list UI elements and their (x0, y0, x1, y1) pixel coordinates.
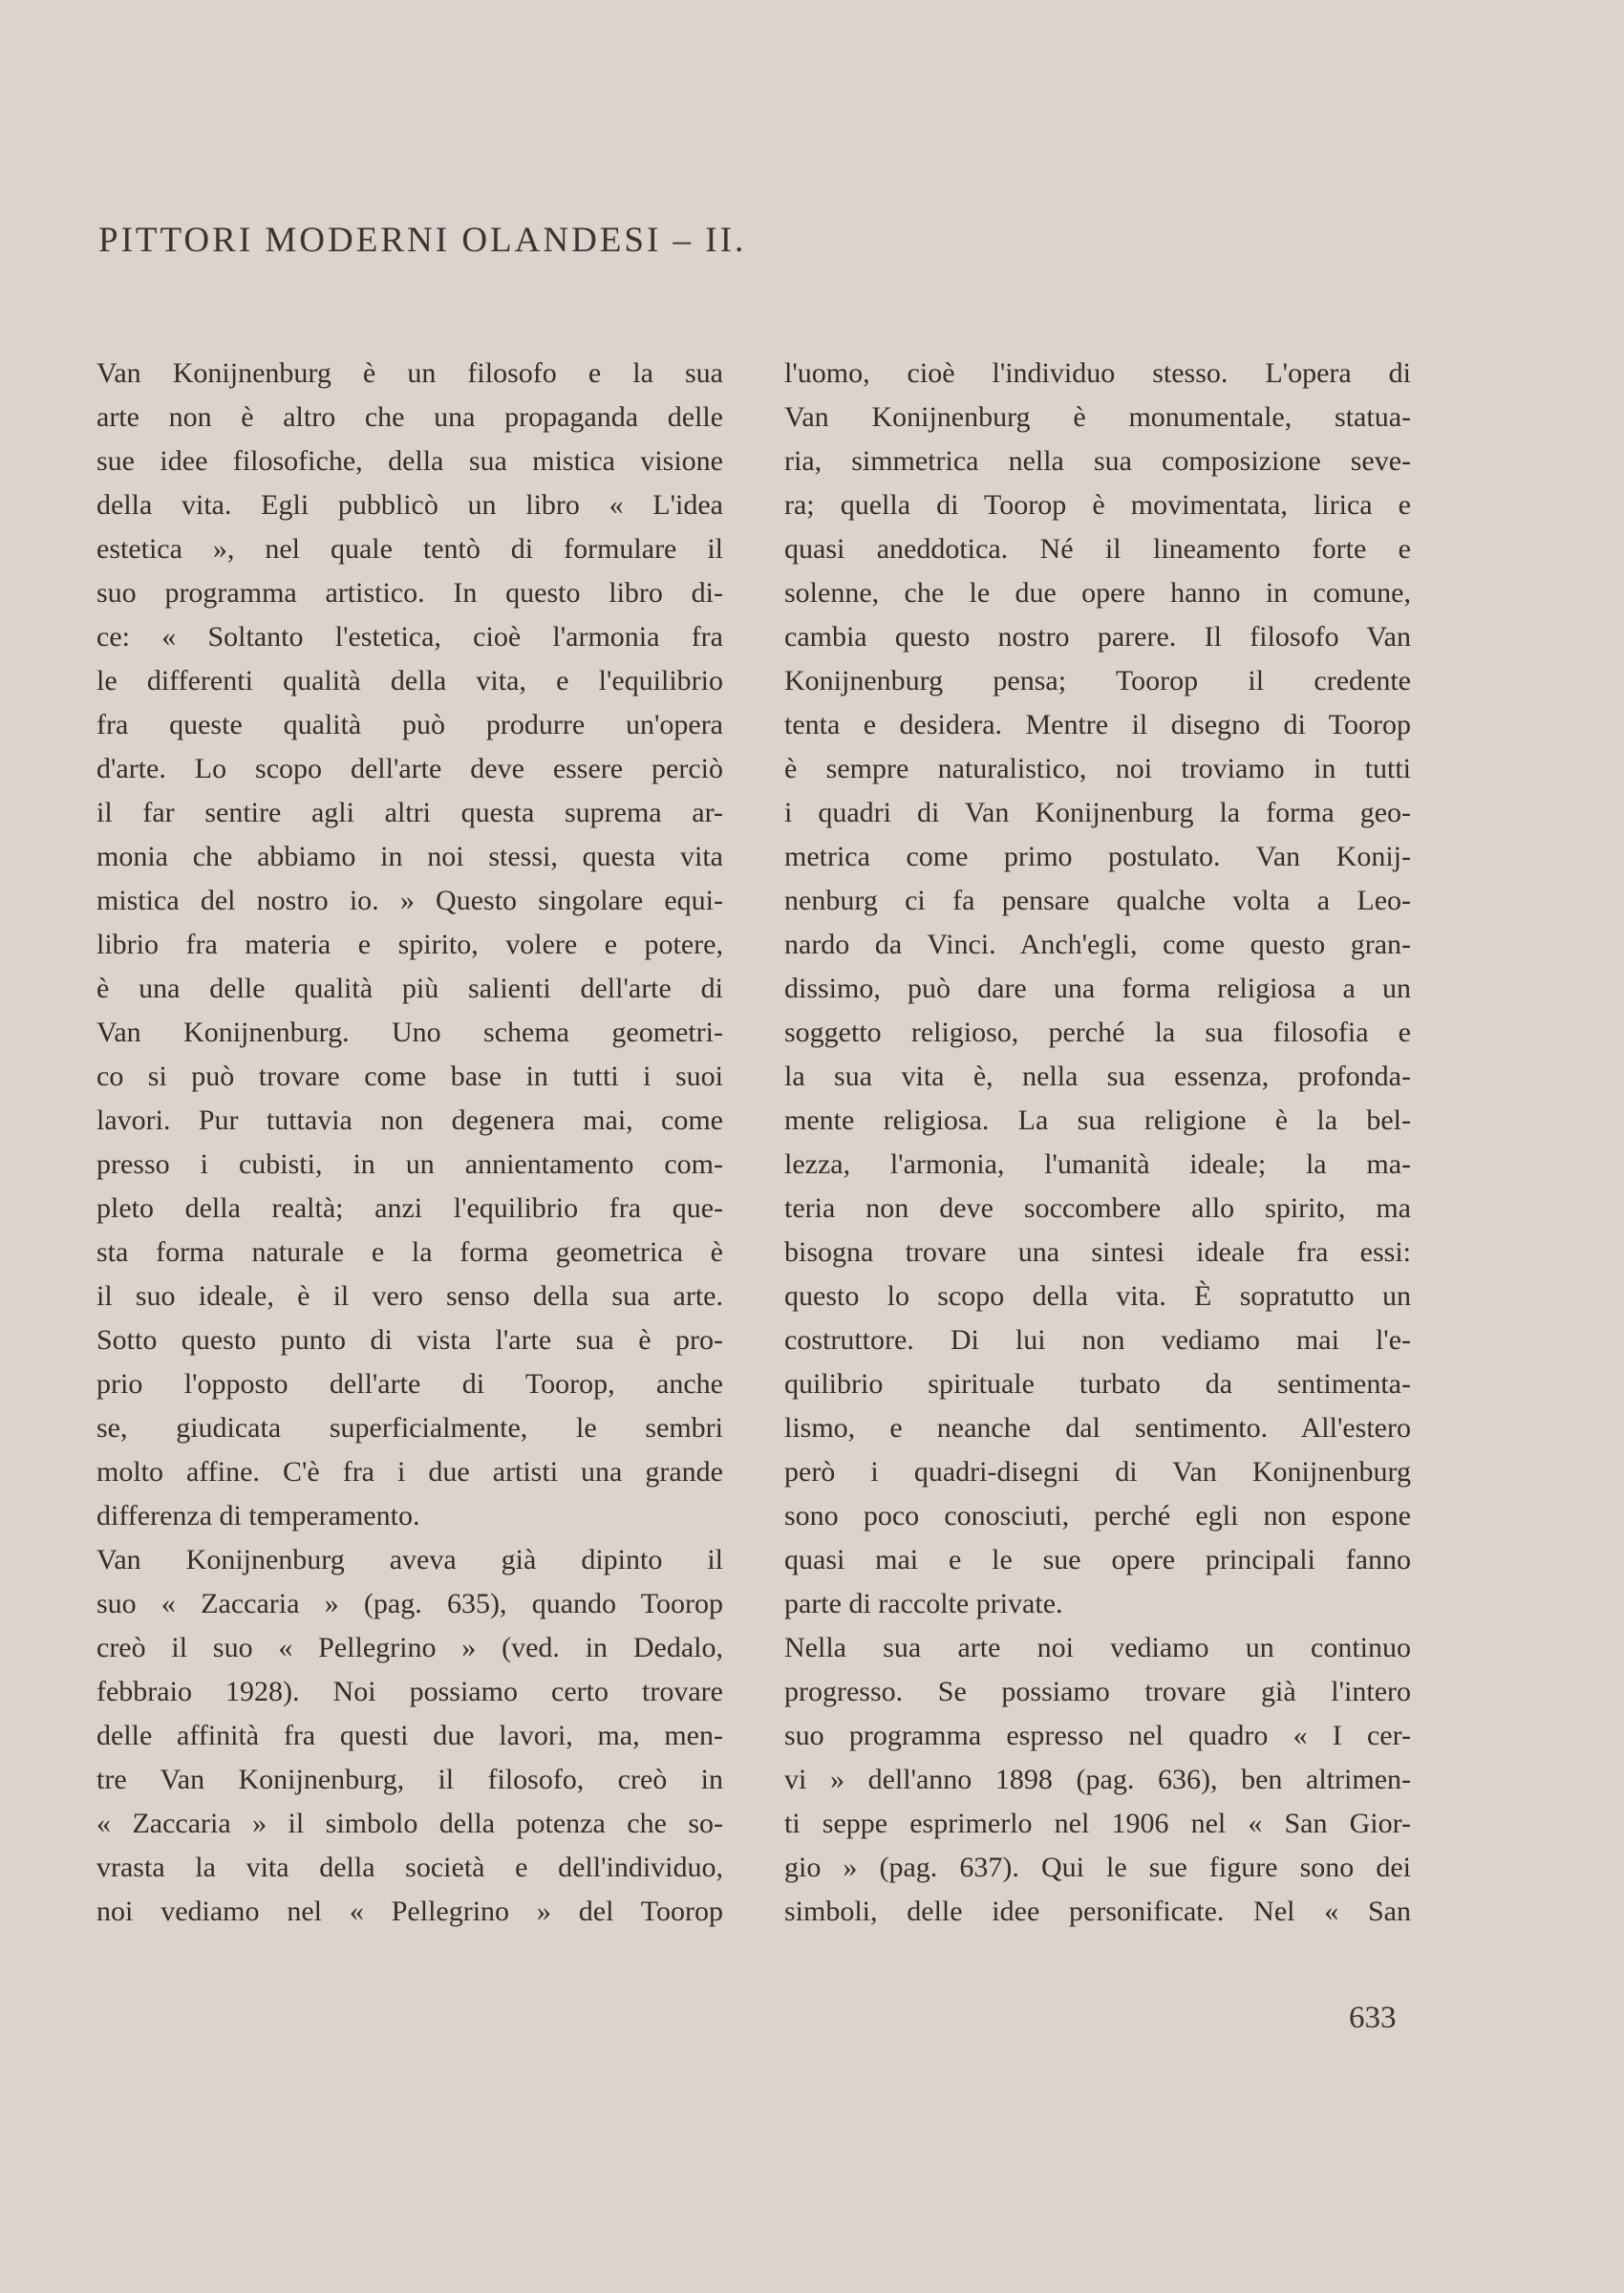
text-line: se, giudicata superficialmente, le sembri (96, 1412, 723, 1444)
text-line: suo « Zaccaria » (pag. 635), quando Toorop (96, 1588, 723, 1619)
text-line: ra; quella di Toorop è movimentata, lirica e (784, 489, 1411, 521)
text-line: creò il suo « Pellegrino » (ved. in Dedalo, (96, 1632, 723, 1663)
text-line: delle affinità fra questi due lavori, ma, men- (96, 1720, 723, 1751)
text-line: estetica », nel quale tentò di formulare il (96, 533, 723, 565)
page-number: 633 (1349, 2001, 1397, 2035)
text-line: suo programma artistico. In questo libro di- (96, 577, 723, 609)
text-line: il far sentire agli altri questa suprema ar- (96, 797, 723, 828)
text-line: quasi mai e le sue opere principali fanno (784, 1544, 1411, 1575)
text-line: Van Konijnenburg è un filosofo e la sua (96, 357, 723, 389)
text-line: parte di raccolte private. (784, 1588, 1063, 1619)
text-line: vi » dell'anno 1898 (pag. 636), ben altrimen- (784, 1764, 1411, 1795)
text-line: monia che abbiamo in noi stessi, questa vita (96, 841, 723, 872)
text-line: noi vediamo nel « Pellegrino » del Toorop (96, 1896, 723, 1927)
text-line: co si può trovare come base in tutti i suoi (96, 1061, 723, 1092)
text-line: d'arte. Lo scopo dell'arte deve essere perciò (96, 753, 723, 784)
text-line: soggetto religioso, perché la sua filosofia e (784, 1017, 1411, 1048)
text-line: ce: « Soltanto l'estetica, cioè l'armonia fra (96, 621, 723, 653)
text-line: Nella sua arte noi vediamo un continuo (784, 1632, 1411, 1663)
text-line: Van Konijnenburg è monumentale, statua- (784, 401, 1411, 433)
text-line: metrica come primo postulato. Van Konij- (784, 841, 1411, 872)
text-line: suo programma espresso nel quadro « I cer- (784, 1720, 1411, 1751)
text-line: è una delle qualità più salienti dell'arte di (96, 973, 723, 1004)
text-line: tenta e desidera. Mentre il disegno di Toorop (784, 709, 1411, 740)
text-line: Konijnenburg pensa; Toorop il credente (784, 665, 1411, 696)
text-line: lezza, l'armonia, l'umanità ideale; la ma- (784, 1148, 1411, 1180)
running-title: PITTORI MODERNI OLANDESI – II. (98, 221, 747, 260)
text-line: pleto della realtà; anzi l'equilibrio fra que- (96, 1192, 723, 1224)
text-line: lismo, e neanche dal sentimento. All'estero (784, 1412, 1411, 1444)
text-line: costruttore. Di lui non vediamo mai l'e- (784, 1324, 1411, 1356)
text-line: teria non deve soccombere allo spirito, ma (784, 1192, 1411, 1224)
text-line: quilibrio spirituale turbato da sentimenta- (784, 1368, 1411, 1400)
text-line: tre Van Konijnenburg, il filosofo, creò in (96, 1764, 723, 1795)
text-line: mente religiosa. La sua religione è la bel- (784, 1104, 1411, 1136)
text-line: nenburg ci fa pensare qualche volta a Leo- (784, 885, 1411, 916)
text-line: vrasta la vita della società e dell'individuo, (96, 1852, 723, 1883)
text-line: questo lo scopo della vita. È sopratutto un (784, 1280, 1411, 1312)
text-line: i quadri di Van Konijnenburg la forma geo- (784, 797, 1411, 828)
text-line: il suo ideale, è il vero senso della sua arte. (96, 1280, 723, 1312)
text-line: nardo da Vinci. Anch'egli, come questo gran- (784, 929, 1411, 960)
text-line: « Zaccaria » il simbolo della potenza che so- (96, 1808, 723, 1839)
text-line: Van Konijnenburg. Uno schema geometri- (96, 1017, 723, 1048)
text-line: sue idee filosofiche, della sua mistica visione (96, 445, 723, 477)
text-line: mistica del nostro io. » Questo singolare equi- (96, 885, 723, 916)
text-line: sono poco conosciuti, perché egli non espone (784, 1500, 1411, 1532)
text-line: le differenti qualità della vita, e l'equilibrio (96, 665, 723, 696)
left-text-column (96, 352, 723, 1934)
text-line: la sua vita è, nella sua essenza, profonda- (784, 1061, 1411, 1092)
text-line: dissimo, può dare una forma religiosa a un (784, 973, 1411, 1004)
text-line: arte non è altro che una propaganda delle (96, 401, 723, 433)
text-line: simboli, delle idee personificate. Nel « San (784, 1896, 1411, 1927)
text-line: ria, simmetrica nella sua composizione seve- (784, 445, 1411, 477)
text-line: Sotto questo punto di vista l'arte sua è pro- (96, 1324, 723, 1356)
text-line: molto affine. C'è fra i due artisti una grande (96, 1456, 723, 1488)
text-line: librio fra materia e spirito, volere e potere, (96, 929, 723, 960)
text-line: lavori. Pur tuttavia non degenera mai, come (96, 1104, 723, 1136)
text-line: ti seppe esprimerlo nel 1906 nel « San Gior- (784, 1808, 1411, 1839)
text-line: prio l'opposto dell'arte di Toorop, anche (96, 1368, 723, 1400)
text-line: progresso. Se possiamo trovare già l'intero (784, 1676, 1411, 1707)
text-line: è sempre naturalistico, noi troviamo in tutti (784, 753, 1411, 784)
text-line: sta forma naturale e la forma geometrica è (96, 1236, 723, 1268)
text-line: cambia questo nostro parere. Il filosofo Van (784, 621, 1411, 653)
text-line: gio » (pag. 637). Qui le sue figure sono dei (784, 1852, 1411, 1883)
text-line: fra queste qualità può produrre un'opera (96, 709, 723, 740)
text-line: Van Konijnenburg aveva già dipinto il (96, 1544, 723, 1575)
text-line: l'uomo, cioè l'individuo stesso. L'opera di (784, 357, 1411, 389)
text-line: febbraio 1928). Noi possiamo certo trovare (96, 1676, 723, 1707)
right-text-column (784, 352, 1411, 1934)
text-line: quasi aneddotica. Né il lineamento forte e (784, 533, 1411, 565)
text-line: differenza di temperamento. (96, 1500, 420, 1532)
text-line: presso i cubisti, in un annientamento com- (96, 1148, 723, 1180)
text-line: solenne, che le due opere hanno in comune, (784, 577, 1411, 609)
text-line: bisogna trovare una sintesi ideale fra essi: (784, 1236, 1411, 1268)
text-line: della vita. Egli pubblicò un libro « L'idea (96, 489, 723, 521)
text-line: però i quadri-disegni di Van Konijnenburg (784, 1456, 1411, 1488)
